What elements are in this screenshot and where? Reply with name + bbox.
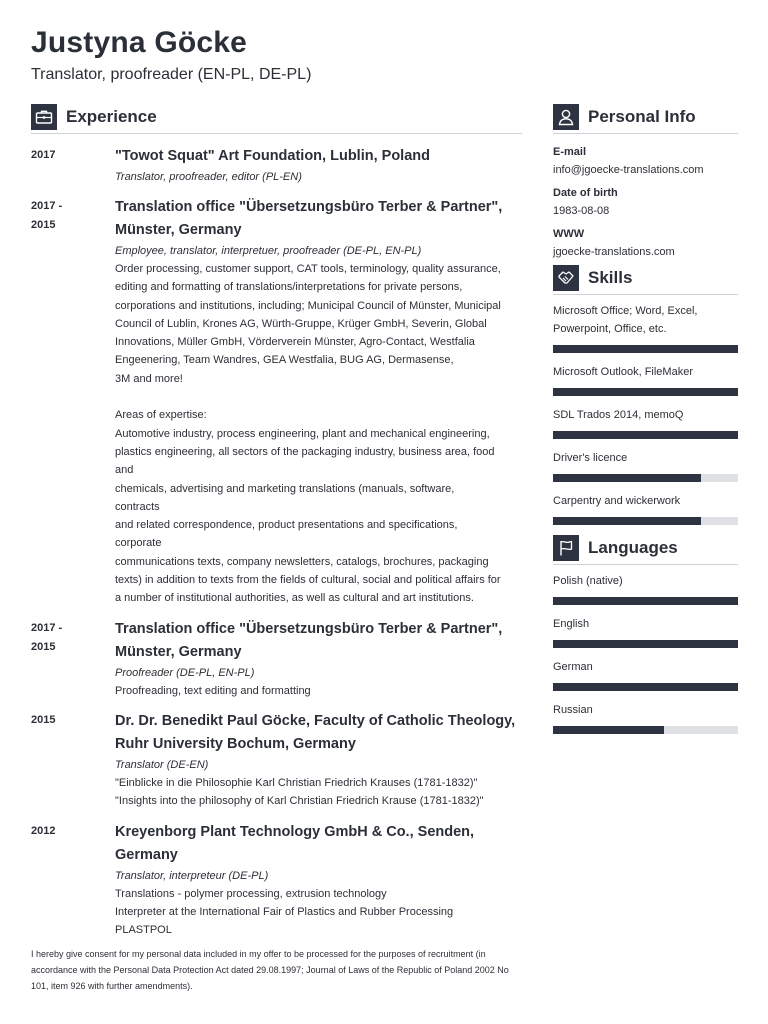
candidate-title: Translator, proofreader (EN-PL, DE-PL) xyxy=(31,66,312,83)
flag-icon xyxy=(553,535,579,561)
entry-organization: Kreyenborg Plant Technology GmbH & Co., Senden, Germany xyxy=(115,823,475,863)
skill-level-bar xyxy=(553,431,738,439)
experience-entry xyxy=(31,710,522,811)
language-name: Russian xyxy=(553,704,593,716)
entry-role: Translator (DE-EN) xyxy=(115,758,209,771)
skills-section xyxy=(553,265,738,525)
skill-item xyxy=(553,449,738,482)
description-line: Translations - polymer processing, extrusion technology xyxy=(115,887,387,900)
description-line: Order processing, customer support, CAT tools, terminology, quality assurance, xyxy=(115,263,501,275)
description-line: contracts xyxy=(115,500,160,513)
skill-level-bar xyxy=(553,474,738,482)
description-line: PLASTPOL xyxy=(115,924,172,937)
skill-level-fill xyxy=(553,474,701,482)
description-line: Proofreading, text editing and formatting xyxy=(115,684,311,697)
experience-entry xyxy=(31,145,522,186)
info-value: 1983-08-08 xyxy=(553,205,610,217)
experience-entry xyxy=(31,618,522,700)
skill-level-fill xyxy=(553,517,701,525)
entry-body xyxy=(115,821,522,940)
candidate-name: Justyna Göcke xyxy=(31,26,248,59)
skill-item xyxy=(553,363,738,396)
language-level-fill xyxy=(553,726,664,734)
language-level-fill xyxy=(553,597,738,605)
description-line: and xyxy=(115,464,134,477)
language-level-fill xyxy=(553,683,738,691)
language-name: Polish (native) xyxy=(553,575,623,587)
info-value: jgoecke-translations.com xyxy=(553,246,675,258)
description-line: Innovations, Müller GmbH, Vörderverein Münster, Agro-Contact, Westfalia xyxy=(115,336,475,349)
entry-role: Proofreader (DE-PL, EN-PL) xyxy=(115,666,255,679)
skill-name: SDL Trados 2014, memoQ xyxy=(553,409,684,421)
entry-body xyxy=(115,618,522,700)
skill-name: Microsoft Outlook, FileMaker xyxy=(553,366,693,378)
skill-level-bar xyxy=(553,345,738,353)
skill-item xyxy=(553,406,738,439)
info-label: E-mail xyxy=(553,146,587,158)
description-line: "Insights into the philosophy of Karl Christian Friedrich Krause (1781-1832)" xyxy=(115,795,484,808)
experience-entry xyxy=(31,821,522,940)
entry-organization: Dr. Dr. Benedikt Paul Göcke, Faculty of Catholic Theology, Ruhr University Bochum, Germany xyxy=(115,712,516,752)
entry-date: 2017 - 2015 xyxy=(31,200,63,231)
language-item xyxy=(553,615,738,648)
entry-role: Translator, proofreader, editor (PL-EN) xyxy=(115,171,302,183)
info-value: info@jgoecke-translations.com xyxy=(553,164,704,176)
personal-info-title: Personal Info xyxy=(588,107,696,126)
experience-list xyxy=(31,145,522,939)
language-name: English xyxy=(553,618,590,630)
experience-title: Experience xyxy=(66,107,157,126)
description-line: Automotive industry, process engineering, plant and mechanical engineering, xyxy=(115,427,490,440)
language-item xyxy=(553,658,738,691)
description-line: Areas of expertise: xyxy=(115,409,207,422)
description-line: corporate xyxy=(115,537,162,550)
languages-header xyxy=(553,535,738,565)
language-item xyxy=(553,572,738,605)
experience-section xyxy=(31,104,522,949)
entry-role: Employee, translator, interpretuer, proofreader (DE-PL, EN-PL) xyxy=(115,245,422,257)
language-level-bar xyxy=(553,640,738,648)
description-line: texts) in addition to texts from the fields of cultural, social and political affairs for xyxy=(115,574,501,587)
description-line: corporations and institutions, including; Municipal Council of Münster, Municipal xyxy=(115,299,501,312)
language-level-bar xyxy=(553,683,738,691)
entry-date: 2017 xyxy=(31,149,56,161)
skills-title: Skills xyxy=(588,268,633,287)
info-label: WWW xyxy=(553,228,585,240)
skill-level-fill xyxy=(553,388,738,396)
languages-title: Languages xyxy=(588,538,678,557)
entry-description xyxy=(115,682,522,700)
skills-header xyxy=(553,265,738,295)
skills-list xyxy=(553,302,738,525)
briefcase-icon xyxy=(31,104,57,130)
entry-description xyxy=(115,260,522,608)
entry-description xyxy=(115,885,522,940)
entry-body xyxy=(115,145,522,186)
language-item xyxy=(553,701,738,734)
language-level-bar xyxy=(553,597,738,605)
description-line: "Einblicke in die Philosophie Karl Christian Friedrich Krauses (1781-1832)" xyxy=(115,776,478,789)
description-line: chemicals, advertising and marketing translations (manuals, software, xyxy=(115,482,455,495)
description-line: plastics engineering, all sectors of the packaging industry, business area, food xyxy=(115,445,495,458)
personal-info-list xyxy=(553,143,738,261)
entry-organization: Translation office "Übersetzungsbüro Terber & Partner", Münster, Germany xyxy=(115,620,503,660)
entry-body xyxy=(115,196,522,608)
skill-item xyxy=(553,492,738,525)
description-line: Council of Lublin, Krones AG, Würth-Gruppe, Krüger GmbH, Severin, Global xyxy=(115,317,487,330)
person-icon xyxy=(553,104,579,130)
entry-body xyxy=(115,710,522,811)
language-level-fill xyxy=(553,640,738,648)
description-line: a number of institutional authorities, as well as cultural and art institutions. xyxy=(115,592,474,605)
skill-item xyxy=(553,302,738,353)
description-line: 3M and more! xyxy=(115,372,183,385)
description-line: communications texts, company newsletters, catalogs, brochures, packaging xyxy=(115,555,489,568)
entry-date: 2015 xyxy=(31,713,56,726)
personal-info-header xyxy=(553,104,738,134)
description-line: Engeenering, Team Wandres, GEA Westfalia, BUG AG, Dermasense, xyxy=(115,354,454,367)
language-level-bar xyxy=(553,726,738,734)
skill-name: Microsoft Office; Word, Excel, Powerpoint, Office, etc. xyxy=(553,305,698,335)
personal-info-section xyxy=(553,104,738,261)
entry-description xyxy=(115,774,522,811)
handshake-icon xyxy=(553,265,579,291)
skill-level-bar xyxy=(553,517,738,525)
entry-date: 2012 xyxy=(31,824,56,837)
consent-clause: I hereby give consent for my personal data included in my offer to be processed for the purposes of recruitment (in accordance with the Personal Data Protection Act dated 29.08.1997; Journal of Laws of the Republic of Poland 2002 No 101, item 926 with further amendments). xyxy=(31,949,509,991)
entry-organization: "Towot Squat" Art Foundation, Lublin, Poland xyxy=(115,148,430,164)
skill-name: Driver's licence xyxy=(553,452,628,464)
languages-section xyxy=(553,535,738,734)
entry-organization: Translation office "Übersetzungsbüro Terber & Partner", Münster, Germany xyxy=(115,199,503,238)
language-name: German xyxy=(553,661,593,673)
experience-entry xyxy=(31,196,522,608)
info-label: Date of birth xyxy=(553,187,618,199)
entry-date: 2017 - 2015 xyxy=(31,621,63,653)
sidebar xyxy=(553,104,738,744)
languages-list xyxy=(553,572,738,734)
description-line: and related correspondence, product presentations and specifications, xyxy=(115,519,458,532)
skill-level-fill xyxy=(553,431,738,439)
experience-header xyxy=(31,104,522,134)
entry-role: Translator, interpreteur (DE-PL) xyxy=(115,869,269,882)
skill-name: Carpentry and wickerwork xyxy=(553,495,681,507)
resume-header xyxy=(31,26,311,84)
description-line: Interpreter at the International Fair of Plastics and Rubber Processing xyxy=(115,905,454,918)
skill-level-bar xyxy=(553,388,738,396)
skill-level-fill xyxy=(553,345,738,353)
description-line xyxy=(115,388,522,406)
description-line: editing and formatting of translations/interpretations for private persons, xyxy=(115,281,463,294)
